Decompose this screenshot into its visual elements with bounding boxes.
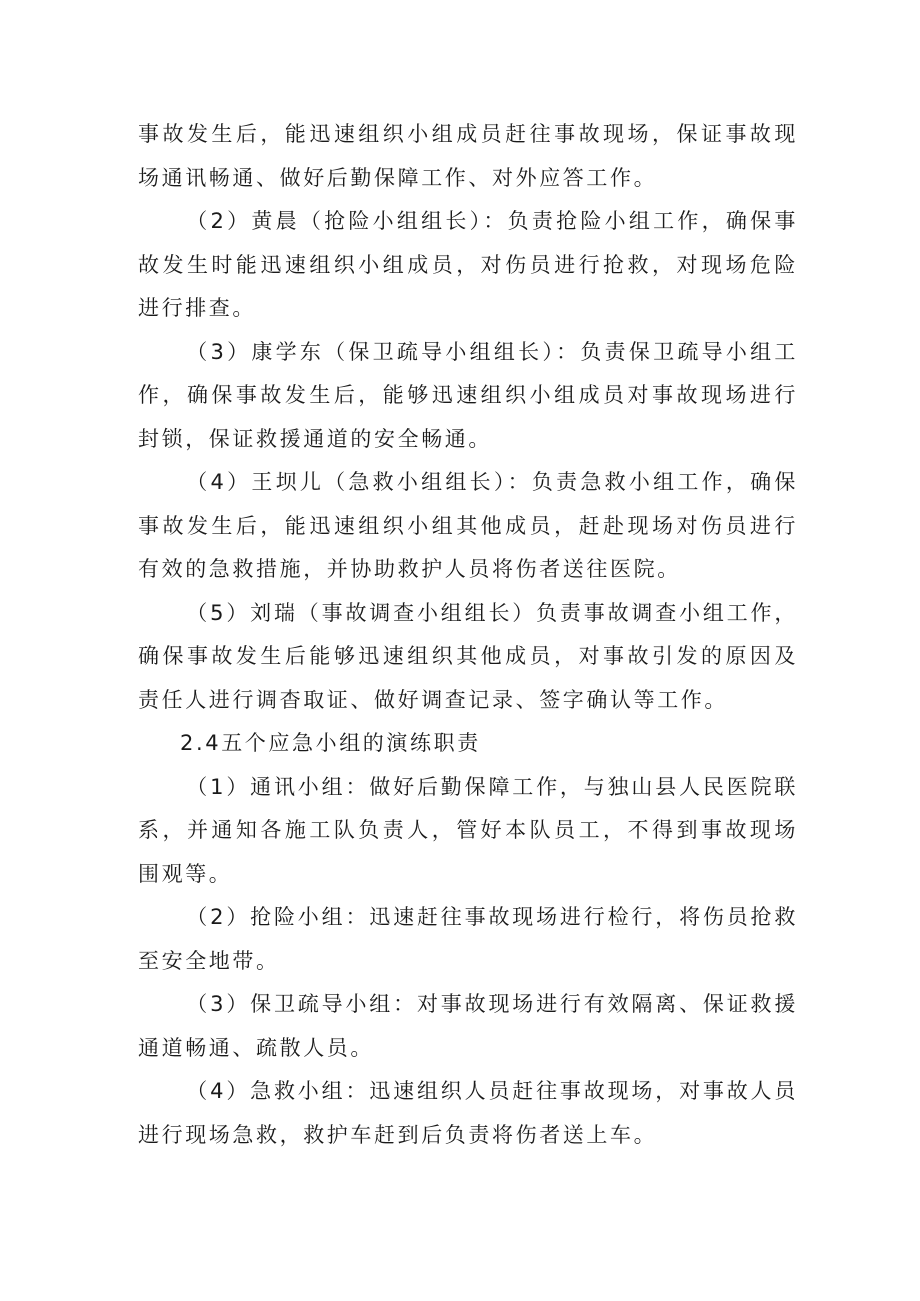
paragraph-security-leader: （3）康学东（保卫疏导小组组长）：负责保卫疏导小组工作，确保事故发生后，能够迅速组织小组成员对事故现场进行封锁，保证救援通道的安全畅通。	[138, 339, 798, 451]
paragraph-rescue-leader: （2）黄晨（抢险小组组长）：负责抢险小组工作，确保事故发生时能迅速组织小组成员，对伤员进行抢救，对现场危险进行排查。	[138, 209, 798, 320]
paragraph-continuation: 事故发生后，能迅速组织小组成员赶往事故现场，保证事故现场通讯畅通、做好后勤保障工作、对外应答工作。	[138, 122, 798, 190]
duty-rescue-group: （2）抢险小组：迅速赶往事故现场进行检行，将伤员抢救至安全地带。	[138, 905, 798, 973]
section-heading: 2.4五个应急小组的演练职责	[180, 731, 481, 755]
document-body	[138, 113, 798, 1157]
duty-security-group: （3）保卫疏导小组：对事故现场进行有效隔离、保证救援通道畅通、疏散人员。	[138, 992, 798, 1060]
duty-communication-group: （1）通讯小组：做好后勤保障工作，与独山县人民医院联系，并通知各施工队负责人，管好本队员工，不得到事故现场围观等。	[138, 774, 798, 886]
duty-firstaid-group: （4）急救小组：迅速组织人员赶往事故现场，对事故人员进行现场急救，救护车赶到后负责将伤者送上车。	[138, 1079, 798, 1147]
paragraph-investigation-leader: （5）刘瑞（事故调查小组组长）负责事故调查小组工作，确保事故发生后能够迅速组织其他成员，对事故引发的原因及责任人进行调杳取证、做好调查记录、签字确认等工作。	[138, 600, 798, 712]
paragraph-firstaid-leader: （4）王坝儿（急救小组组长）：负责急救小组工作，确保事故发生后，能迅速组织小组其他成员，赶赴现场对伤员进行有效的急救措施，并协助救护人员将伤者送往医院。	[138, 470, 798, 581]
